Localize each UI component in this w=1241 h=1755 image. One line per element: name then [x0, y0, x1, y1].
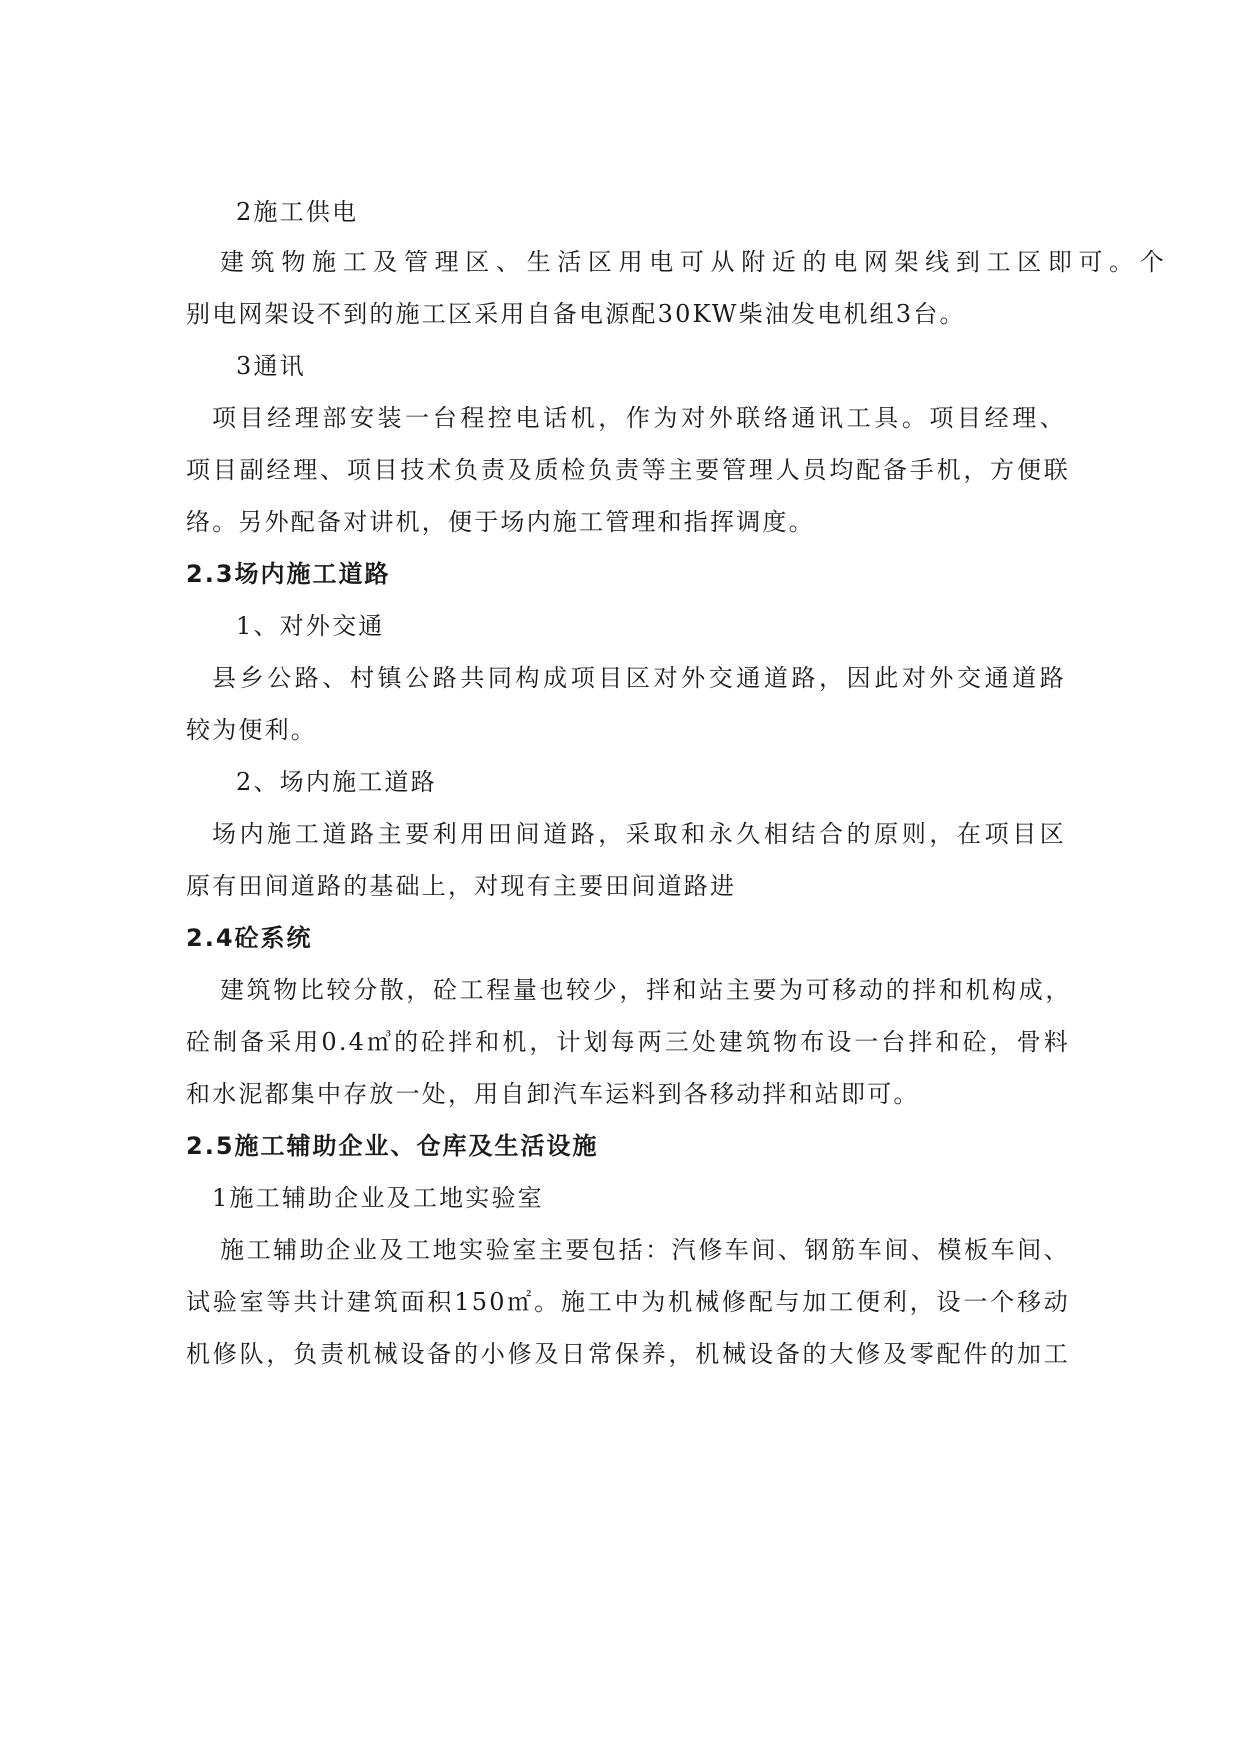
paragraph-line: 较为便利。 [186, 716, 317, 744]
paragraph-line: 县乡公路、村镇公路共同构成项目区对外交通道路，因此对外交通道路 [212, 664, 1066, 692]
section-heading-2-5: 2.5施工辅助企业、仓库及生活设施 [186, 1132, 599, 1160]
paragraph-line: 场内施工道路主要利用田间道路，采取和永久相结合的原则，在项目区 [212, 820, 1066, 848]
paragraph-line: 施工辅助企业及工地实验室主要包括：汽修车间、钢筋车间、模板车间、 [220, 1236, 1070, 1264]
paragraph-line: 络。另外配备对讲机，便于场内施工管理和指挥调度。 [186, 508, 815, 536]
paragraph-line: 试验室等共计建筑面积150㎡。施工中为机械修配与加工便利，设一个移动 [186, 1288, 1070, 1316]
subsection-title-power-supply: 2施工供电 [236, 198, 359, 226]
paragraph-line: 建筑物施工及管理区、生活区用电可从附近的电网架线到工区即可。个 [220, 248, 1166, 276]
section-heading-2-3: 2.3场内施工道路 [186, 560, 391, 588]
subsection-title-auxiliary: 1施工辅助企业及工地实验室 [212, 1184, 544, 1212]
paragraph-line: 和水泥都集中存放一处，用自卸汽车运料到各移动拌和站即可。 [186, 1080, 920, 1108]
section-heading-2-4: 2.4砼系统 [186, 924, 313, 952]
paragraph-line: 项目经理部安装一台程控电话机，作为对外联络通讯工具。项目经理、 [212, 404, 1066, 432]
subsection-title-site-roads: 2、场内施工道路 [236, 768, 437, 796]
paragraph-line: 砼制备采用0.4㎥的砼拌和机，计划每两三处建筑物布设一台拌和砼，骨料 [186, 1028, 1070, 1056]
paragraph-line: 别电网架设不到的施工区采用自备电源配30KW柴油发电机组3台。 [186, 300, 966, 328]
subsection-title-communication: 3通讯 [236, 352, 306, 380]
paragraph-line: 项目副经理、项目技术负责及质检负责等主要管理人员均配备手机，方便联 [186, 456, 1070, 484]
paragraph-line: 建筑物比较分散，砼工程量也较少，拌和站主要为可移动的拌和机构成， [220, 976, 1070, 1004]
subsection-title-external-traffic: 1、对外交通 [236, 612, 385, 640]
paragraph-line: 原有田间道路的基础上，对现有主要田间道路进 [186, 872, 737, 900]
paragraph-line: 机修队，负责机械设备的小修及日常保养，机械设备的大修及零配件的加工 [186, 1340, 1070, 1368]
